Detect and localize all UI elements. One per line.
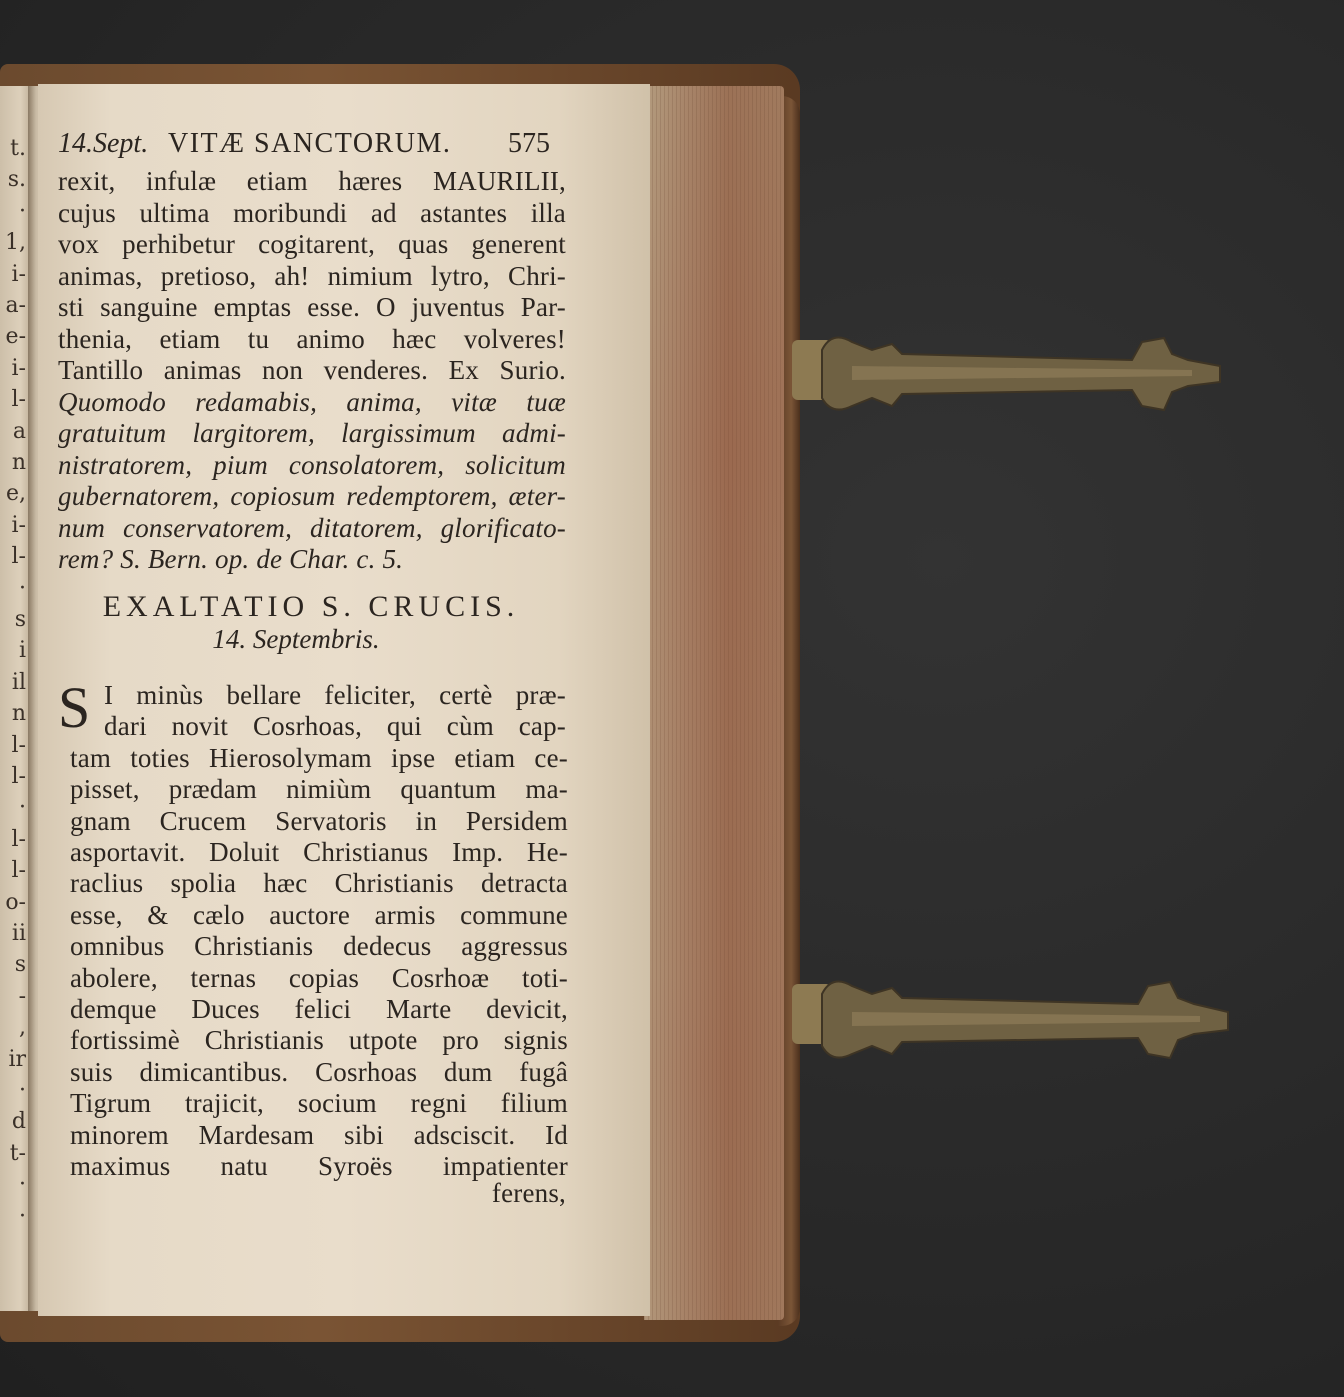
margin-glyph: s [14, 952, 26, 978]
text-line: sti sanguine emptas esse. O juventus Par- [58, 292, 566, 322]
margin-glyph: · [19, 198, 26, 224]
text-line: Tigrum trajicit, socium regni filium [70, 1088, 568, 1119]
margin-glyph: t- [9, 1140, 26, 1166]
text-line: thenia, etiam tu animo hæc volveres! [58, 323, 566, 354]
margin-glyph: i- [11, 355, 26, 381]
text-line: nistratorem, pium consolatorem, solicitum [58, 449, 566, 480]
margin-glyph: l- [11, 826, 26, 852]
margin-glyph: - [18, 983, 26, 1009]
page-fore-edge [644, 86, 784, 1320]
text-line: tam toties Hierosolymam ipse etiam ce- [70, 742, 568, 773]
drop-cap: S [58, 675, 91, 740]
text-line: Quomodo redamabis, anima, vitæ tuæ [58, 386, 566, 417]
margin-glyph: s. [7, 167, 26, 193]
text-line: animas, pretioso, ah! nimium lytro, Chri- [58, 260, 566, 291]
upper-clasp [792, 320, 1224, 424]
text-line: rexit, infulæ etiam hæres MAURILII, [58, 166, 566, 196]
margin-glyph: · [19, 575, 26, 601]
text-line: vox perhibetur cogitarent, quas generent [58, 229, 566, 259]
text-line: esse, & cælo auctore armis commune [70, 899, 568, 930]
margin-glyph: i- [11, 261, 26, 287]
text-line: num conservatorem, ditatorem, glorificato- [58, 512, 566, 543]
margin-glyph: n [11, 450, 26, 475]
catchword: ferens, [491, 1178, 566, 1208]
margin-glyph: a- [5, 293, 26, 318]
text-line: gratuitum largitorem, largissimum admi- [58, 418, 566, 448]
margin-glyph: t. [10, 136, 26, 161]
text-line: omnibus Christianis dedecus aggressus [70, 931, 568, 962]
text-line: raclius spolia hæc Christianis detracta [70, 868, 568, 899]
margin-glyph: l- [11, 544, 26, 570]
text-line: demque Duces felici Marte devicit, [70, 994, 568, 1024]
header-date: 14.Sept. [58, 128, 149, 159]
margin-glyph: d [11, 1109, 26, 1135]
text-line: fortissimè Christianis utpote pro signis [70, 1025, 568, 1056]
margin-glyph: i [18, 638, 26, 664]
margin-glyph: l- [11, 387, 26, 413]
text-line: dari novit Cosrhoas, qui cùm cap- [104, 711, 566, 742]
margin-glyph: l- [11, 764, 26, 789]
text-line: suis dimicantibus. Cosrhoas dum fugâ [70, 1056, 568, 1087]
text-line: gubernatorem, copiosum redemptorem, æter- [58, 481, 566, 511]
text-line: abolere, ternas copias Cosrhoæ toti- [70, 962, 568, 993]
page-number: 575 [508, 128, 550, 159]
margin-glyph: l- [11, 858, 26, 884]
margin-glyph: i- [11, 512, 26, 538]
margin-glyph: e- [5, 324, 26, 350]
lower-clasp [792, 958, 1232, 1074]
text-line: gnam Crucem Servatoris in Persidem [70, 805, 568, 836]
margin-glyph: n [11, 701, 26, 727]
margin-glyph: , [19, 1015, 26, 1041]
margin-glyph: a [12, 418, 26, 444]
text-line: I minùs bellare feliciter, certè præ- [104, 680, 566, 710]
margin-glyph: il [11, 669, 26, 695]
margin-glyph: l- [11, 732, 26, 758]
margin-glyph: ir [8, 1046, 26, 1072]
margin-glyph: · [19, 1172, 26, 1198]
section-date: 14. Septembris. [212, 624, 380, 654]
header-title: VITÆ SANCTORUM. [168, 128, 452, 159]
text-line: cujus ultima moribundi ad astantes illa [58, 197, 566, 228]
section-heading: EXALTATIO S. CRUCIS. [102, 590, 520, 623]
margin-glyph: ii [11, 921, 26, 946]
running-header [58, 128, 566, 162]
margin-glyph: 1, [5, 230, 26, 256]
text-line: pisset, prædam nimiùm quantum ma- [70, 774, 568, 805]
margin-glyph: s [14, 607, 26, 632]
margin-glyph: e, [5, 481, 26, 507]
margin-glyph: · [19, 1078, 26, 1103]
text-line: maximus natu Syroës impatienter [70, 1151, 568, 1181]
text-line: Tantillo animas non venderes. Ex Surio. [58, 355, 566, 385]
text-line: asportavit. Doluit Christianus Imp. He- [70, 837, 568, 867]
text-line: minorem Mardesam sibi adsciscit. Id [70, 1119, 568, 1150]
margin-glyph: o- [5, 889, 26, 915]
margin-glyph: · [19, 1203, 26, 1229]
text-line: rem? S. Bern. op. de Char. c. 5. [58, 544, 404, 574]
margin-glyph: · [19, 795, 26, 821]
